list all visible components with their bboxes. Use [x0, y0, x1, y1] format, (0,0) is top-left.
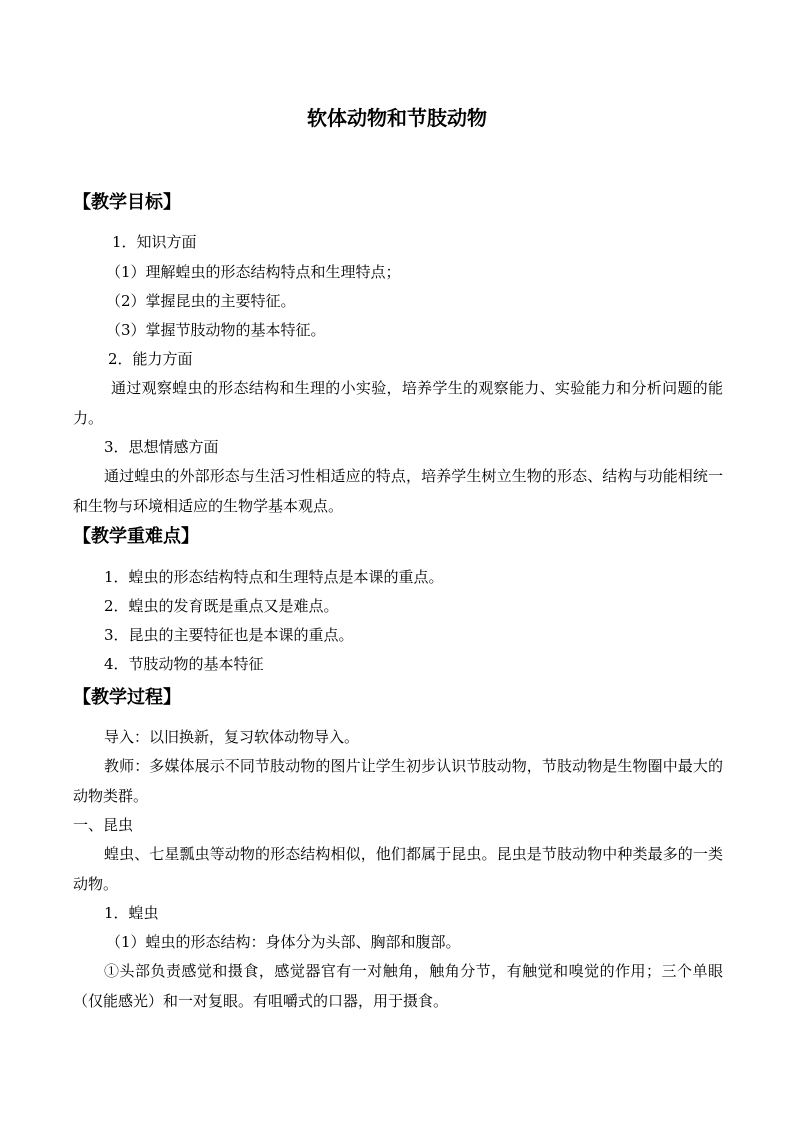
section-heading-process: 【教学过程】 [73, 687, 181, 708]
ability-subheading: 2．能力方面 [108, 350, 193, 368]
keypoint-item-4: 4．节肢动物的基本特征 [104, 655, 264, 673]
keypoint-item-3: 3．昆虫的主要特征也是本课的重点。 [104, 626, 354, 644]
knowledge-item-3: （3）掌握节肢动物的基本特征。 [106, 321, 326, 339]
section-heading-keypoints: 【教学重难点】 [73, 526, 199, 547]
insect-paragraph: 蝗虫、七星瓢虫等动物的形态结构相似，他们都属于昆虫。昆虫是节肢动物中种类最多的一类动物。 [73, 845, 723, 893]
locust-head-paragraph: ①头部负责感觉和摄食，感觉器官有一对触角，触角分节，有触觉和嗅觉的作用；三个单眼（仅能感光）和一对复眼。有咀嚼式的口器，用于摄食。 [73, 962, 723, 1010]
knowledge-item-2: （2）掌握昆虫的主要特征。 [106, 292, 296, 310]
locust-morphology: （1）蝗虫的形态结构：身体分为头部、胸部和腹部。 [106, 933, 461, 951]
keypoint-item-2: 2．蝗虫的发育既是重点又是难点。 [104, 597, 339, 615]
ability-paragraph: 通过观察蝗虫的形态结构和生理的小实验，培养学生的观察能力、实验能力和分析问题的能力。 [73, 379, 723, 427]
emotion-paragraph: 通过蝗虫的外部形态与生活习性相适应的特点，培养学生树立生物的形态、结构与功能相统一和生物与环境相适应的生物学基本观点。 [73, 467, 723, 515]
document-title: 软体动物和节肢动物 [307, 106, 487, 130]
knowledge-subheading: 1．知识方面 [112, 233, 197, 251]
locust-subheading: 1．蝗虫 [104, 904, 159, 922]
keypoint-item-1: 1．蝗虫的形态结构特点和生理特点是本课的重点。 [104, 568, 444, 586]
section-heading-goals: 【教学目标】 [73, 192, 181, 213]
emotion-subheading: 3．思想情感方面 [104, 438, 219, 456]
part-heading-insects: 一、昆虫 [73, 816, 134, 834]
process-teacher-paragraph: 教师：多媒体展示不同节肢动物的图片让学生初步认识节肢动物，节肢动物是生物圈中最大的动物类群。 [73, 757, 723, 805]
process-intro: 导入：以旧换新，复习软体动物导入。 [104, 728, 360, 746]
knowledge-item-1: （1）理解蝗虫的形态结构特点和生理特点； [106, 263, 401, 281]
